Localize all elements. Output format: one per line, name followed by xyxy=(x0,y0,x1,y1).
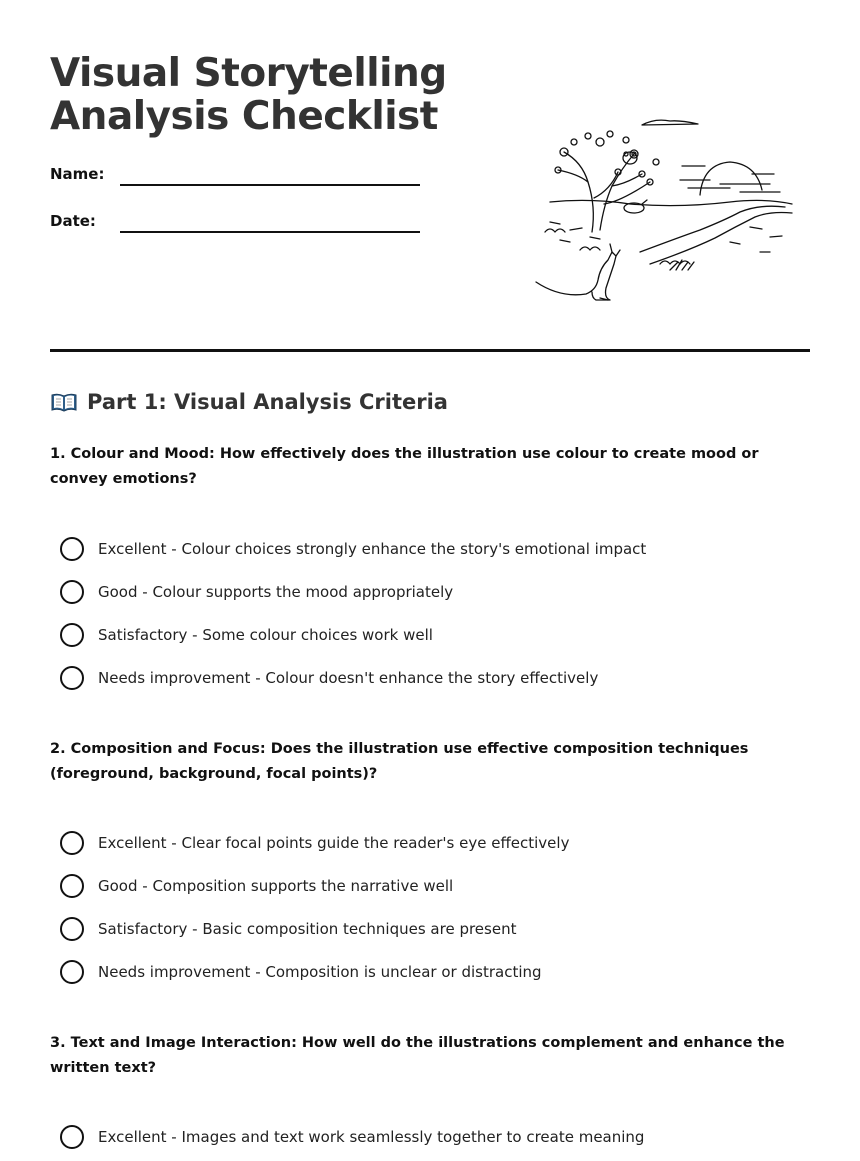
q1-option-needs-improvement[interactable] xyxy=(60,665,800,691)
option-label: Satisfactory - Some colour choices work well xyxy=(98,626,433,644)
radio-button[interactable] xyxy=(60,874,84,898)
q2-option-excellent[interactable] xyxy=(60,830,800,856)
option-label: Excellent - Images and text work seamlessly together to create meaning xyxy=(98,1128,645,1146)
option-label: Good - Composition supports the narrative well xyxy=(98,877,454,895)
question-3: 3. Text and Image Interaction: How well do the illustrations complement and enhance the written text? xyxy=(50,1035,785,1076)
option-label: Excellent - Colour choices strongly enhance the story's emotional impact xyxy=(98,540,647,558)
section-divider xyxy=(50,349,810,352)
q2-option-needs-improvement[interactable] xyxy=(60,959,800,985)
q1-option-excellent[interactable] xyxy=(60,536,800,562)
radio-button[interactable] xyxy=(60,831,84,855)
question-1: 1. Colour and Mood: How effectively does the illustration use colour to create mood or convey emotions? xyxy=(50,446,759,487)
question-2: 2. Composition and Focus: Does the illustration use effective composition techniques (foreground, background, focal points)? xyxy=(50,741,749,782)
name-field[interactable] xyxy=(50,165,430,195)
date-input-line[interactable] xyxy=(120,231,420,233)
section-heading xyxy=(50,390,448,414)
option-label: Needs improvement - Composition is unclear or distracting xyxy=(98,963,542,981)
radio-button[interactable] xyxy=(60,580,84,604)
option-label: Good - Colour supports the mood appropriately xyxy=(98,583,454,601)
q2-option-good[interactable] xyxy=(60,873,800,899)
page-title: Visual Storytelling Analysis Checklist xyxy=(50,51,447,139)
q1-option-good[interactable] xyxy=(60,579,800,605)
q1-option-satisfactory[interactable] xyxy=(60,622,800,648)
date-label: Date: xyxy=(50,212,96,230)
radio-button[interactable] xyxy=(60,917,84,941)
outback-landscape-illustration xyxy=(530,112,800,312)
option-label: Needs improvement - Colour doesn't enhance the story effectively xyxy=(98,669,599,687)
radio-button[interactable] xyxy=(60,960,84,984)
radio-button[interactable] xyxy=(60,1125,84,1149)
name-input-line[interactable] xyxy=(120,184,420,186)
radio-button[interactable] xyxy=(60,623,84,647)
q3-option-excellent[interactable] xyxy=(60,1124,800,1150)
q2-option-satisfactory[interactable] xyxy=(60,916,800,942)
section-heading-text: Part 1: Visual Analysis Criteria xyxy=(87,390,448,414)
name-label: Name: xyxy=(50,165,105,183)
option-label: Satisfactory - Basic composition techniques are present xyxy=(98,920,517,938)
option-label: Excellent - Clear focal points guide the reader's eye effectively xyxy=(98,834,570,852)
open-book-icon xyxy=(50,391,78,413)
radio-button[interactable] xyxy=(60,666,84,690)
date-field[interactable] xyxy=(50,212,430,242)
radio-button[interactable] xyxy=(60,537,84,561)
